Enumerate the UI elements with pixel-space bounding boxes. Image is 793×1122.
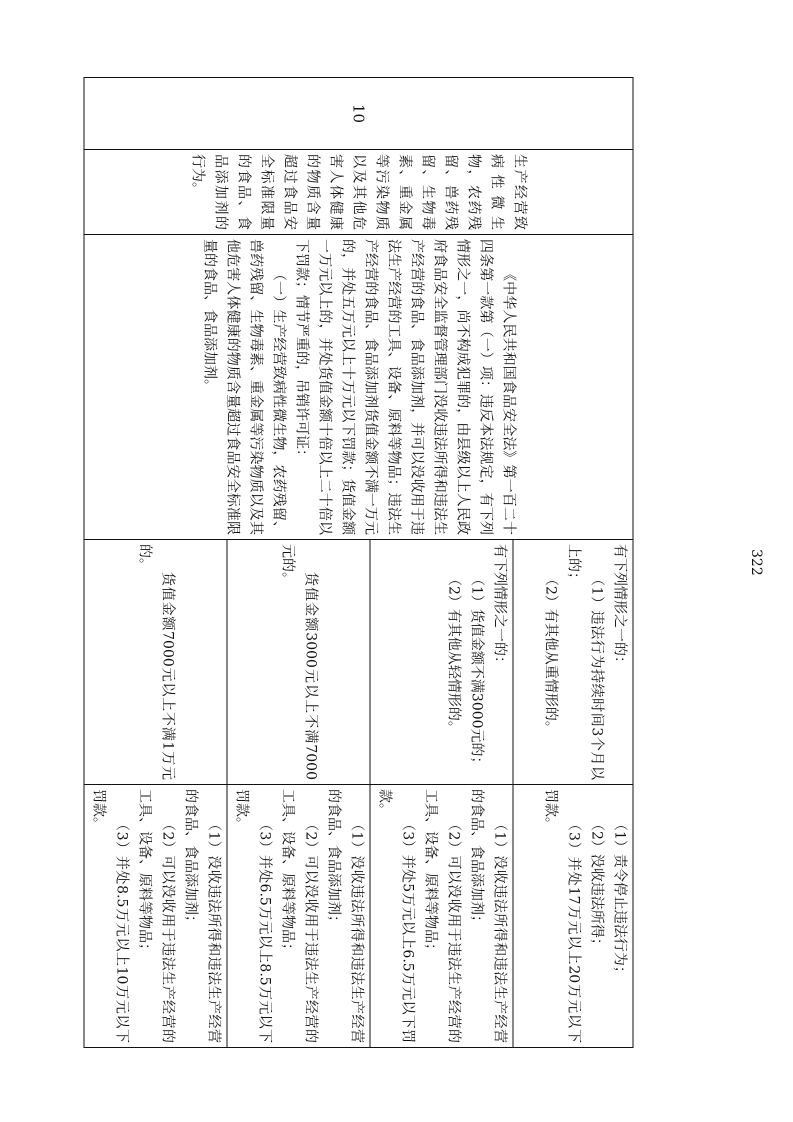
condition-cell-1 xyxy=(513,540,633,785)
penalty-table xyxy=(84,77,634,1048)
condition-cell-2 xyxy=(370,540,513,785)
page-number: 322 xyxy=(748,549,764,576)
condition-item: （1）违法行为持续时间3个月以上的； xyxy=(565,544,605,780)
row-number: 10 xyxy=(84,78,633,150)
penalty-item: （3）并处6.5万元以上8.5万元以下罚款。 xyxy=(233,789,273,1043)
penalty-item: （2）可以没收用于违法生产经营的工具、设备、原料等物品； xyxy=(136,789,176,1043)
rotated-table-wrapper xyxy=(90,77,634,1047)
condition-item: （2）有其他从轻情形的。 xyxy=(445,572,462,735)
penalty-item: （1）没收违法所得和违法生产经营的食品、食品添加剂； xyxy=(468,789,508,1043)
legal-basis-para-2: （一）生产经营致病性微生物，农药残留、兽药残留、生物毒素、重金属等污染物质以及其他危害人体健康的物质含量超过食品安全标准限量的食品、食品添加剂。 xyxy=(201,239,287,535)
penalty-item: （2）没收违法所得； xyxy=(588,817,605,952)
penalty-item: （1）没收违法所得和违法生产经营的食品、食品添加剂； xyxy=(325,789,365,1043)
penalty-item: （1）责令停止违法行为； xyxy=(611,817,628,980)
condition-item: 货值金额3000元以上不满7000元的。 xyxy=(279,544,319,780)
penalty-item: （1）没收违法所得和违法生产经营的食品、食品添加剂； xyxy=(182,789,222,1043)
violation-behavior-text: 生产经营致病性微生物，农药残留、兽药残留、生物毒素、重金属等污染物质以及其他危害人体健康的物质含量超过食品安全标准限量的食品、食品添加剂的行为。 xyxy=(190,154,528,230)
condition-cell-4 xyxy=(84,540,227,785)
penalty-item: （3）并处5万元以上6.5万元以下罚款。 xyxy=(376,789,416,1043)
condition-title: 有下列情形之一的： xyxy=(611,544,628,670)
penalty-item: （2）可以没收用于违法生产经营的工具、设备、原料等物品； xyxy=(279,789,319,1043)
condition-item: （2）有其他从重情形的。 xyxy=(542,572,559,735)
condition-item: （1）货值金额不满3000元的； xyxy=(468,572,485,771)
condition-cell-3 xyxy=(227,540,370,785)
violation-behavior-cell xyxy=(84,150,633,235)
condition-title: 有下列情形之一的： xyxy=(491,544,508,670)
legal-basis-para-1: 《中华人民共和国食品安全法》第一百二十四条第一款第（一）项：违反本法规定，有下列情形之一，尚不构成犯罪的，由县级以上人民政府食品安全监督管理部门没收违法所得和违法生产经营的食品、食品添加剂，并可以没收用于违法生产经营的工具、设备、原料等物品；违法生产经营的食品、食品添加剂货值金额不满一万元的，并处五万元以上十万元以下罚款；货值金额一万元以上的，并处货值金额十倍以上二十倍以下罚款；情节严重的，吊销许可证： xyxy=(293,239,517,535)
penalty-cell-3 xyxy=(227,785,370,1048)
penalty-item: （2）可以没收用于违法生产经营的工具、设备、原料等物品； xyxy=(422,789,462,1043)
penalty-cell-1 xyxy=(513,785,633,1048)
penalty-cell-4 xyxy=(84,785,227,1048)
penalty-item: （3）并处8.5万元以上10万元以下罚款。 xyxy=(90,789,130,1043)
table-row xyxy=(513,78,633,1048)
legal-basis-cell xyxy=(84,235,633,540)
penalty-item: （3）并处17万元以上20万元以下罚款。 xyxy=(542,789,582,1043)
condition-item: 货值金额7000元以上不满1万元的。 xyxy=(136,544,176,780)
penalty-cell-2 xyxy=(370,785,513,1048)
